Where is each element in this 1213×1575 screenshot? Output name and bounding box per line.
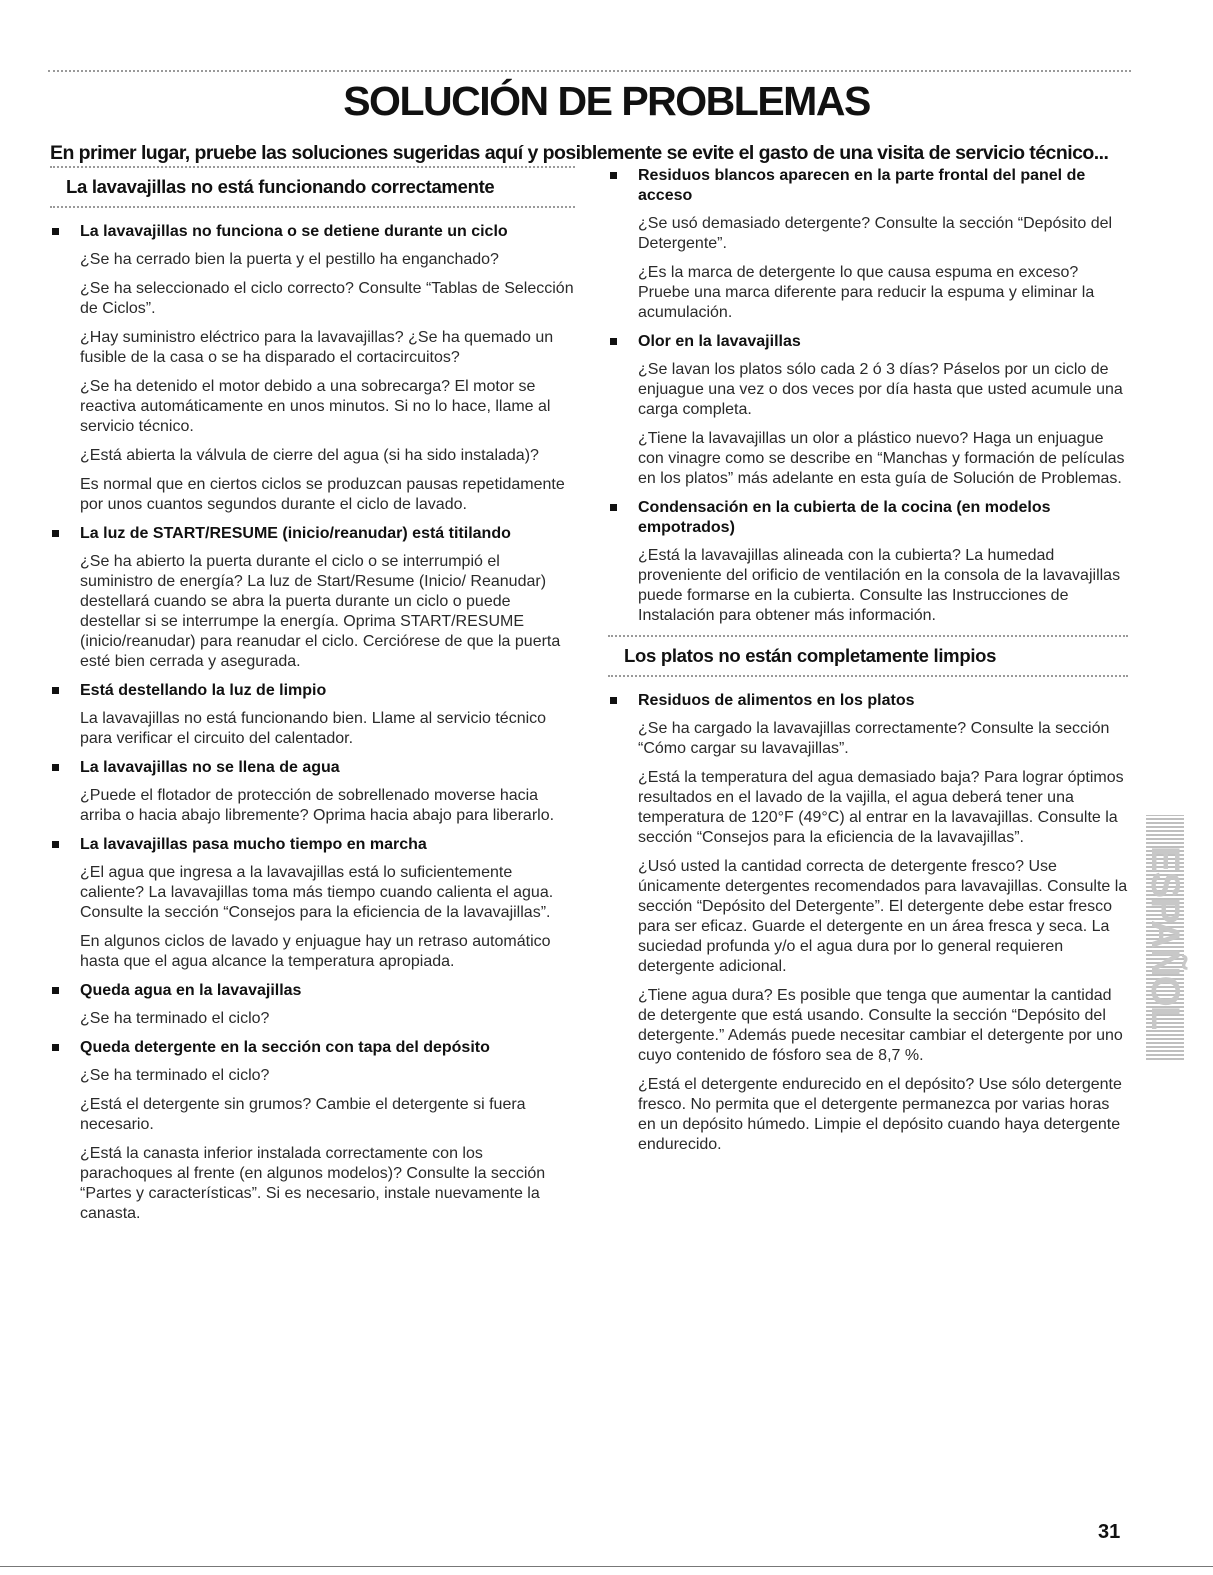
- section-rule-bottom: [608, 675, 1128, 677]
- item-paragraph: ¿Se ha abierto la puerta durante el ciclo o se interrumpió el suministro de energía? La luz de Start/Resume (Inicio/ Reanudar) destellará cuando se abra la puerta durante un ciclo o puede destellar si se interrumpe la energía. Oprima START/RESUME (inicio/reanudar) para reanudar el ciclo. Cerciórese de que la puerta esté bien cerrada y asegurada.: [80, 553, 561, 670]
- item-paragraph: ¿Está la temperatura del agua demasiado baja? Para lograr óptimos resultados en el lavado de la vajilla, el agua deberá tener una temperatura de 120°F (49°C) al entrar en la lavavajillas. Consulte la sección “Consejos para la eficiencia de la lavavajillas”.: [638, 769, 1124, 846]
- item-paragraph: ¿Está la canasta inferior instalada correctamente con los parachoques al frente (en algunos modelos)? Consulte la sección “Partes y características”. Si es necesario, instale nuevamente la canasta.: [80, 1145, 546, 1222]
- troubleshooting-item: [50, 835, 575, 972]
- item-paragraph: En algunos ciclos de lavado y enjuague hay un retraso automático hasta que el agua alcance la temperatura apropiada.: [80, 933, 551, 970]
- item-paragraph: ¿Se ha cerrado bien la puerta y el pestillo ha enganchado?: [80, 251, 499, 268]
- square-bullet-icon: [52, 228, 59, 235]
- item-paragraph: ¿Se ha seleccionado el ciclo correcto? Consulte “Tablas de Selección de Ciclos”.: [80, 280, 574, 317]
- item-heading: Condensación en la cubierta de la cocina (en modelos empotrados): [638, 499, 1051, 536]
- item-paragraph: ¿Se lavan los platos sólo cada 2 ó 3 días? Páselos por un ciclo de enjuague una vez o dos veces por día hasta que usted acumule una carga completa.: [638, 361, 1123, 418]
- left-items: [50, 222, 575, 1224]
- item-heading: Olor en la lavavajillas: [638, 333, 801, 350]
- troubleshooting-item: [50, 758, 575, 826]
- item-paragraph: ¿Se ha terminado el ciclo?: [80, 1010, 270, 1027]
- square-bullet-icon: [52, 687, 59, 694]
- item-heading: Residuos de alimentos en los platos: [638, 692, 915, 709]
- page-subtitle: En primer lugar, pruebe las soluciones sugeridas aquí y posiblemente se evite el gasto de una visita de servicio técnico...: [50, 142, 1109, 164]
- troubleshooting-item: [608, 332, 1128, 489]
- item-paragraph: ¿Está la lavavajillas alineada con la cubierta? La humedad proveniente del orificio de ventilación en la consola de la lavavajillas puede formarse en la cubierta. Consulte las Instrucciones de Instalación para obtener más información.: [638, 547, 1121, 624]
- troubleshooting-item: [50, 981, 575, 1029]
- right-column: [608, 166, 1128, 1164]
- item-paragraph: ¿Hay suministro eléctrico para la lavavajillas? ¿Se ha quemado un fusible de la casa o se ha disparado el cortacircuitos?: [80, 329, 554, 366]
- troubleshooting-item: [50, 524, 575, 672]
- item-paragraph: ¿Tiene agua dura? Es posible que tenga que aumentar la cantidad de detergente que está usando. Consulte la sección “Depósito del detergente.” Además puede necesitar cambiar el detergente por uno cuyo contenido de fósforo sea de 8,7 %.: [638, 987, 1123, 1064]
- item-paragraph: ¿Usó usted la cantidad correcta de detergente fresco? Use únicamente detergentes recomendados para lavavajillas. Consulte la sección “Depósito del Detergente”. El detergente debe estar fresco para ser eficaz. Guarde el detergente en un área fresca y seca. La suciedad profunda y/o el agua dura por lo general requieren detergente adicional.: [638, 858, 1128, 975]
- top-divider: [48, 70, 1131, 72]
- right-items-bottom: [608, 691, 1128, 1155]
- section-title: Los platos no están completamente limpios: [624, 645, 997, 666]
- section-title: La lavavajillas no está funcionando correctamente: [66, 176, 495, 197]
- troubleshooting-item: [608, 498, 1128, 626]
- item-paragraph: ¿Está abierta la válvula de cierre del agua (si ha sido instalada)?: [80, 447, 539, 464]
- troubleshooting-item: [608, 166, 1128, 323]
- square-bullet-icon: [52, 841, 59, 848]
- troubleshooting-item: [50, 222, 575, 515]
- item-paragraph: ¿Puede el flotador de protección de sobrellenado moverse hacia arriba o hacia abajo libremente? Oprima hacia abajo para liberarlo.: [80, 787, 555, 824]
- square-bullet-icon: [52, 530, 59, 537]
- square-bullet-icon: [610, 697, 617, 704]
- square-bullet-icon: [610, 504, 617, 511]
- item-heading: La lavavajillas no se llena de agua: [80, 759, 340, 776]
- item-paragraph: ¿Está el detergente endurecido en el depósito? Use sólo detergente fresco. No permita que el detergente permanezca por varias horas en un depósito húmedo. Limpie el depósito cuando haya detergente endurecido.: [638, 1076, 1122, 1153]
- item-paragraph: ¿Es la marca de detergente lo que causa espuma en exceso? Pruebe una marca diferente para reducir la espuma y eliminar la acumulación.: [638, 264, 1095, 321]
- section-header-not-clean: [608, 635, 1128, 677]
- page-title: SOLUCIÓN DE PROBLEMAS: [343, 78, 870, 124]
- square-bullet-icon: [610, 338, 617, 345]
- item-heading: Está destellando la luz de limpio: [80, 682, 327, 699]
- section-header-not-working: [50, 166, 575, 208]
- bottom-divider: [0, 1566, 1213, 1567]
- troubleshooting-item: [608, 691, 1128, 1155]
- square-bullet-icon: [610, 172, 617, 179]
- item-heading: La lavavajillas no funciona o se detiene durante un ciclo: [80, 223, 508, 240]
- item-heading: Queda detergente en la sección con tapa del depósito: [80, 1039, 490, 1056]
- troubleshooting-item: [50, 1038, 575, 1224]
- square-bullet-icon: [52, 1044, 59, 1051]
- item-heading: Residuos blancos aparecen en la parte frontal del panel de acceso: [638, 167, 1086, 204]
- item-paragraph: La lavavajillas no está funcionando bien. Llame al servicio técnico para verificar el circuito del calentador.: [80, 710, 547, 747]
- square-bullet-icon: [52, 764, 59, 771]
- section-rule-bottom: [50, 206, 575, 208]
- item-paragraph: ¿Se ha detenido el motor debido a una sobrecarga? El motor se reactiva automáticamente en unos minutos. Si no lo hace, llame al servicio técnico.: [80, 378, 551, 435]
- item-heading: La lavavajillas pasa mucho tiempo en marcha: [80, 836, 427, 853]
- item-paragraph: ¿Se ha terminado el ciclo?: [80, 1067, 270, 1084]
- item-heading: La luz de START/RESUME (inicio/reanudar) está titilando: [80, 525, 511, 542]
- item-paragraph: ¿Está el detergente sin grumos? Cambie el detergente si fuera necesario.: [80, 1096, 526, 1133]
- item-paragraph: Es normal que en ciertos ciclos se produzcan pausas repetidamente por unos cuantos segundos durante el ciclo de lavado.: [80, 476, 565, 513]
- troubleshooting-item: [50, 681, 575, 749]
- language-side-tab-label: [1143, 815, 1188, 1060]
- page-number: 31: [1098, 1521, 1121, 1543]
- item-heading: Queda agua en la lavavajillas: [80, 982, 302, 999]
- side-tab-text: ESPAÑOL: [1143, 845, 1188, 1030]
- right-items-top: [608, 166, 1128, 626]
- item-paragraph: ¿Se usó demasiado detergente? Consulte la sección “Depósito del Detergente”.: [638, 215, 1113, 252]
- item-paragraph: ¿Se ha cargado la lavavajillas correctamente? Consulte la sección “Cómo cargar su lavavajillas”.: [638, 720, 1110, 757]
- item-paragraph: ¿Tiene la lavavajillas un olor a plástico nuevo? Haga un enjuague con vinagre como se describe en “Manchas y formación de películas en los platos” más adelante en esta guía de Solución de Problemas.: [638, 430, 1125, 487]
- item-paragraph: ¿El agua que ingresa a la lavavajillas está lo suficientemente caliente? La lavavajillas toma más tiempo cuando calienta el agua. Consulte la sección “Consejos para la eficiencia de la lavavajillas”.: [80, 864, 554, 921]
- square-bullet-icon: [52, 987, 59, 994]
- left-column: [50, 166, 575, 1233]
